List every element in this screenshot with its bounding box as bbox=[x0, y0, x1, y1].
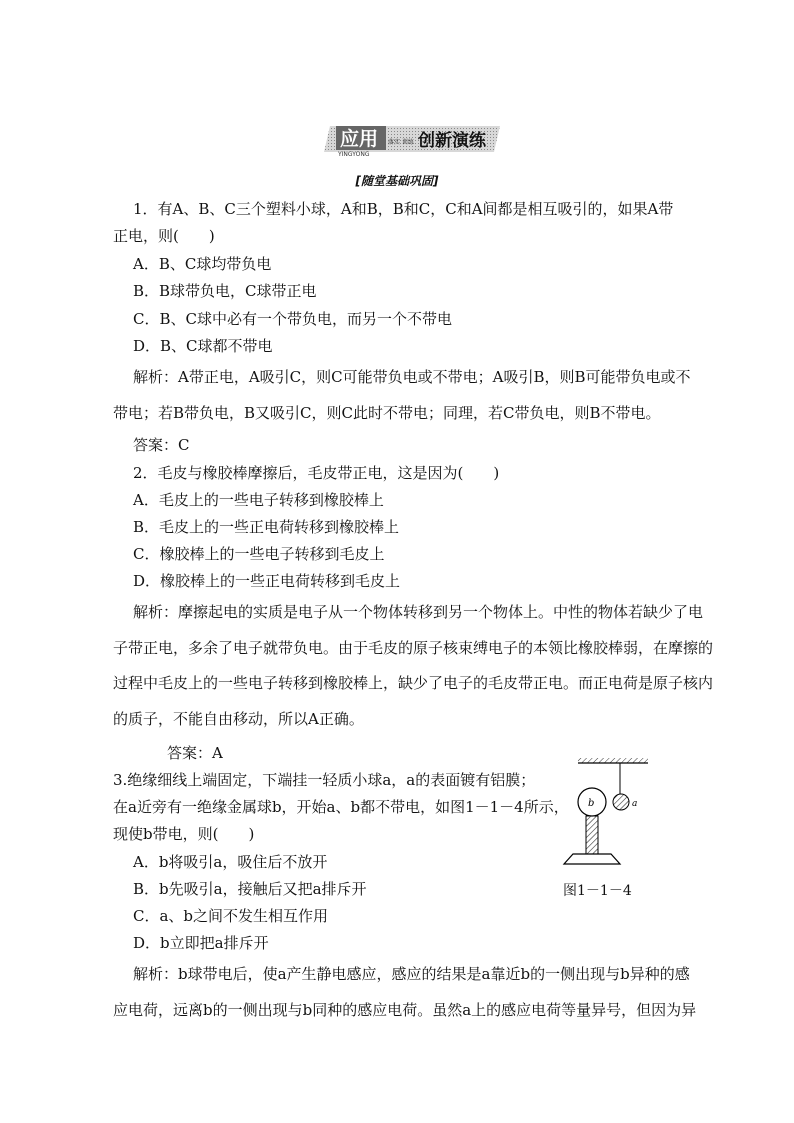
q2-analysis-line3: 过程中毛皮上的一些电子转移到橡胶棒上，缺少了电子的毛皮带正电。而正电荷是原子核内 bbox=[113, 674, 714, 692]
figure-electroscope bbox=[558, 758, 658, 870]
q2-analysis-line4: 的质子，不能自由移动，所以A正确。 bbox=[113, 710, 364, 728]
q3-option-a: A．b将吸引a，吸住后不放开 bbox=[133, 853, 328, 871]
q1-stem-line1: 1．有A、B、C三个塑料小球，A和B，B和C，C和A间都是相互吸引的，如果A带 bbox=[133, 200, 674, 218]
q3-stem-line2: 在a近旁有一绝缘金属球b，开始a、b都不带电，如图1－1－4所示， bbox=[113, 798, 569, 816]
q2-stem: 2．毛皮与橡胶棒摩擦后，毛皮带正电，这是因为( ) bbox=[133, 464, 500, 482]
banner-small-text: 落实 训练 bbox=[388, 139, 414, 146]
stand-base bbox=[564, 854, 620, 864]
q2-analysis-line1: 解析：摩擦起电的实质是电子从一个物体转移到另一个物体上。中性的物体若缺少了电 bbox=[133, 603, 704, 621]
insulating-stand bbox=[586, 816, 598, 854]
q2-option-c: C．橡胶棒上的一些电子转移到毛皮上 bbox=[133, 545, 385, 563]
q1-analysis-line1: 解析：A带正电，A吸引C，则C可能带负电或不带电；A吸引B，则B可能带负电或不 bbox=[133, 368, 691, 386]
q2-analysis-line2: 子带正电，多余了电子就带负电。由于毛皮的原子核束缚电子的本领比橡胶棒弱，在摩擦的 bbox=[113, 639, 714, 657]
ball-a-label: a bbox=[632, 799, 638, 809]
q1-answer: 答案：C bbox=[133, 436, 190, 454]
q3-option-b: B．b先吸引a，接触后又把a排斥开 bbox=[133, 880, 367, 898]
ball-a-shape bbox=[613, 794, 629, 810]
q3-option-d: D．b立即把a排斥开 bbox=[133, 934, 269, 952]
q3-analysis-line1: 解析：b球带电后，使a产生静电感应，感应的结果是a靠近b的一侧出现与b异种的感 bbox=[133, 965, 690, 983]
q1-option-b: B．B球带负电，C球带正电 bbox=[133, 282, 317, 300]
q1-option-d: D．B、C球都不带电 bbox=[133, 337, 273, 355]
q1-stem-line2: 正电，则( ) bbox=[113, 227, 215, 245]
q1-option-a: A．B、C球均带负电 bbox=[133, 255, 272, 273]
figure-caption: 图1－1－4 bbox=[563, 883, 632, 899]
q2-option-b: B．毛皮上的一些正电荷转移到橡胶棒上 bbox=[133, 518, 400, 536]
ball-b-label: b bbox=[588, 798, 595, 809]
q1-option-c: C．B、C球中必有一个带负电，而另一个不带电 bbox=[133, 310, 452, 328]
q3-option-c: C．a、b之间不发生相互作用 bbox=[133, 907, 329, 925]
banner-pinyin: YINGYONG bbox=[338, 151, 370, 158]
section-banner bbox=[322, 122, 502, 158]
q3-analysis-line2: 应电荷，远离b的一侧出现与b同种的感应电荷。虽然a上的感应电荷等量异号，但因为异 bbox=[113, 1001, 697, 1019]
q3-stem-line3: 现使b带电，则( ) bbox=[113, 825, 255, 843]
q2-answer: 答案：A bbox=[167, 744, 223, 762]
q1-analysis-line2: 带电；若B带负电，B又吸引C，则C此时不带电；同理，若C带负电，则B不带电。 bbox=[113, 404, 661, 422]
q3-stem-line1: 3.绝缘细线上端固定，下端挂一轻质小球a，a的表面镀有铝膜； bbox=[113, 771, 536, 789]
q2-option-d: D．橡胶棒上的一些正电荷转移到毛皮上 bbox=[133, 572, 401, 590]
q2-option-a: A．毛皮上的一些电子转移到橡胶棒上 bbox=[133, 491, 384, 509]
banner-main-text: 应用 bbox=[340, 128, 379, 150]
section-subtitle: [随堂基础巩固] bbox=[355, 174, 439, 188]
banner-tail-text: 创新演练 bbox=[418, 131, 486, 151]
